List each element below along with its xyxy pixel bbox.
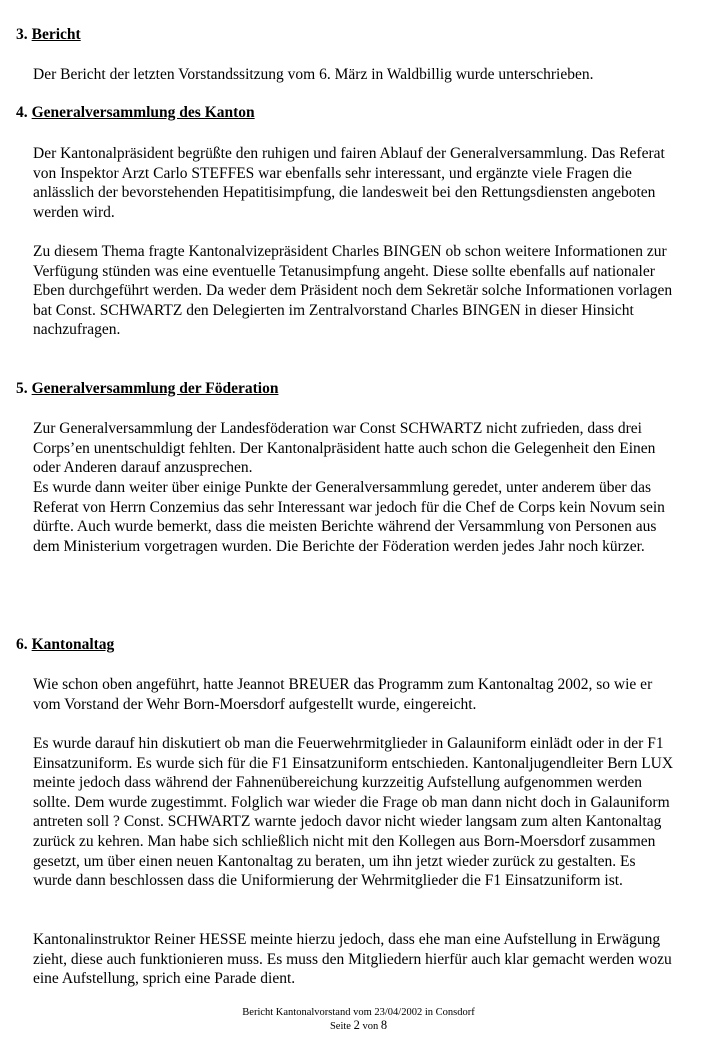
section-title: Generalversammlung der Föderation [31,380,279,397]
section-title: Kantonaltag [31,636,115,653]
paragraph: Zur Generalversammlung der Landesföderation war Const SCHWARTZ nicht zufrieden, dass drei Corps’en unentschuldigt fehlten. Der Kantonalpräsident hatte auch schon die Gelegenheit den Einen oder Anderen darauf anzusprechen. [33,420,656,477]
section-number: 3. [16,26,28,43]
footer-report-line: Bericht Kantonalvorstand vom 23/04/2002 in Consdorf [242,1007,475,1018]
paragraph: Der Kantonalpräsident begrüßte den ruhigen und fairen Ablauf der Generalversammlung. Das Referat von Inspektor Arzt Carlo STEFFES war ebenfalls sehr interessant, und ergänzte viele Fragen die anlässlich der bevorstehenden Hepatitisimpfung, die landesweit bei den Rettungsdiensten angeboten werden wird. [33,145,665,221]
footer-page-prefix: Seite [329,1021,351,1032]
paragraph: Wie schon oben angeführt, hatte Jeannot BREUER das Programm zum Kantonaltag 2002, so wie er vom Vorstand der Wehr Born-Moersdorf aufgestellt wurde, eingereicht. [33,676,653,713]
footer-page-number [0,1019,717,1033]
footer-page-current: 2 [353,1018,360,1032]
section-number: 6. [16,636,28,653]
section-heading-5 [16,380,278,398]
section-heading-6 [16,636,114,654]
footer-page-total: 8 [380,1018,388,1032]
page-footer [0,1006,717,1033]
section-number: 5. [16,380,28,397]
section-heading-4 [16,104,255,122]
section-number: 4. [16,104,28,121]
section-heading-3 [16,26,81,44]
section-title: Generalversammlung des Kanton [31,104,255,121]
section-title: Bericht [31,26,81,43]
footer-page-of: von [362,1021,379,1032]
paragraph: Kantonalinstruktor Reiner HESSE meinte hierzu jedoch, dass ehe man eine Aufstellung in Erwägung zieht, diese auch funktionieren muss. Es muss den Mitgliedern hierfür auch klar gemacht werden wozu eine Aufstellung, sprich eine Parade dient. [33,931,672,988]
paragraph: Es wurde darauf hin diskutiert ob man die Feuerwehrmitglieder in Galauniform einlädt oder in der F1 Einsatzuniform. Es wurde sich für die F1 Einsatzuniform entschieden. Kantonaljugendleiter Bern LUX meinte jedoch dass während der Fahnenübereichung kurzzeitig Aufstellung aufgenommen werden sollte. Dem wurde zugestimmt. Folglich war wieder die Frage ob man dann nicht doch in Galauniform antreten soll ? Const. SCHWARTZ warnte jedoch davor nicht wieder langsam zum alten Kantonaltag zurück zu kehren. Man habe sich schließlich nicht mit den Kollegen aus Born-Moersdorf zusammen gesetzt, um über einen neuen Kantonaltag zu beraten, um ihn jetzt wieder zurück zu gestalten. Es wurde dann beschlossen dass die Uniformierung der Wehrmitglieder die F1 Einsatzuniform ist. [33,735,674,890]
paragraph: Es wurde dann weiter über einige Punkte der Generalversammlung geredet, unter anderem über das Referat von Herrn Conzemius das sehr Interessant war jedoch für die Chef de Corps kein Novum sein dürfte. Auch wurde bemerkt, dass die meisten Berichte während der Versammlung von Personen aus dem Ministerium vorgetragen wurden. Die Berichte der Föderation werden jedes Jahr noch kürzer. [33,479,665,555]
paragraph: Der Bericht der letzten Vorstandssitzung vom 6. März in Waldbillig wurde unterschrieben. [33,66,594,83]
paragraph: Zu diesem Thema fragte Kantonalvizepräsident Charles BINGEN ob schon weitere Informationen zur Verfügung stünden was eine eventuelle Tetanusimpfung angeht. Diese sollte ebenfalls auf nationaler Eben durchgeführt werden. Da weder dem Präsident noch dem Sekretär solche Informationen vorlagen bat Const. SCHWARTZ den Delegierten im Zentralvorstand Charles BINGEN in dieser Hinsicht nachzufragen. [33,243,673,339]
